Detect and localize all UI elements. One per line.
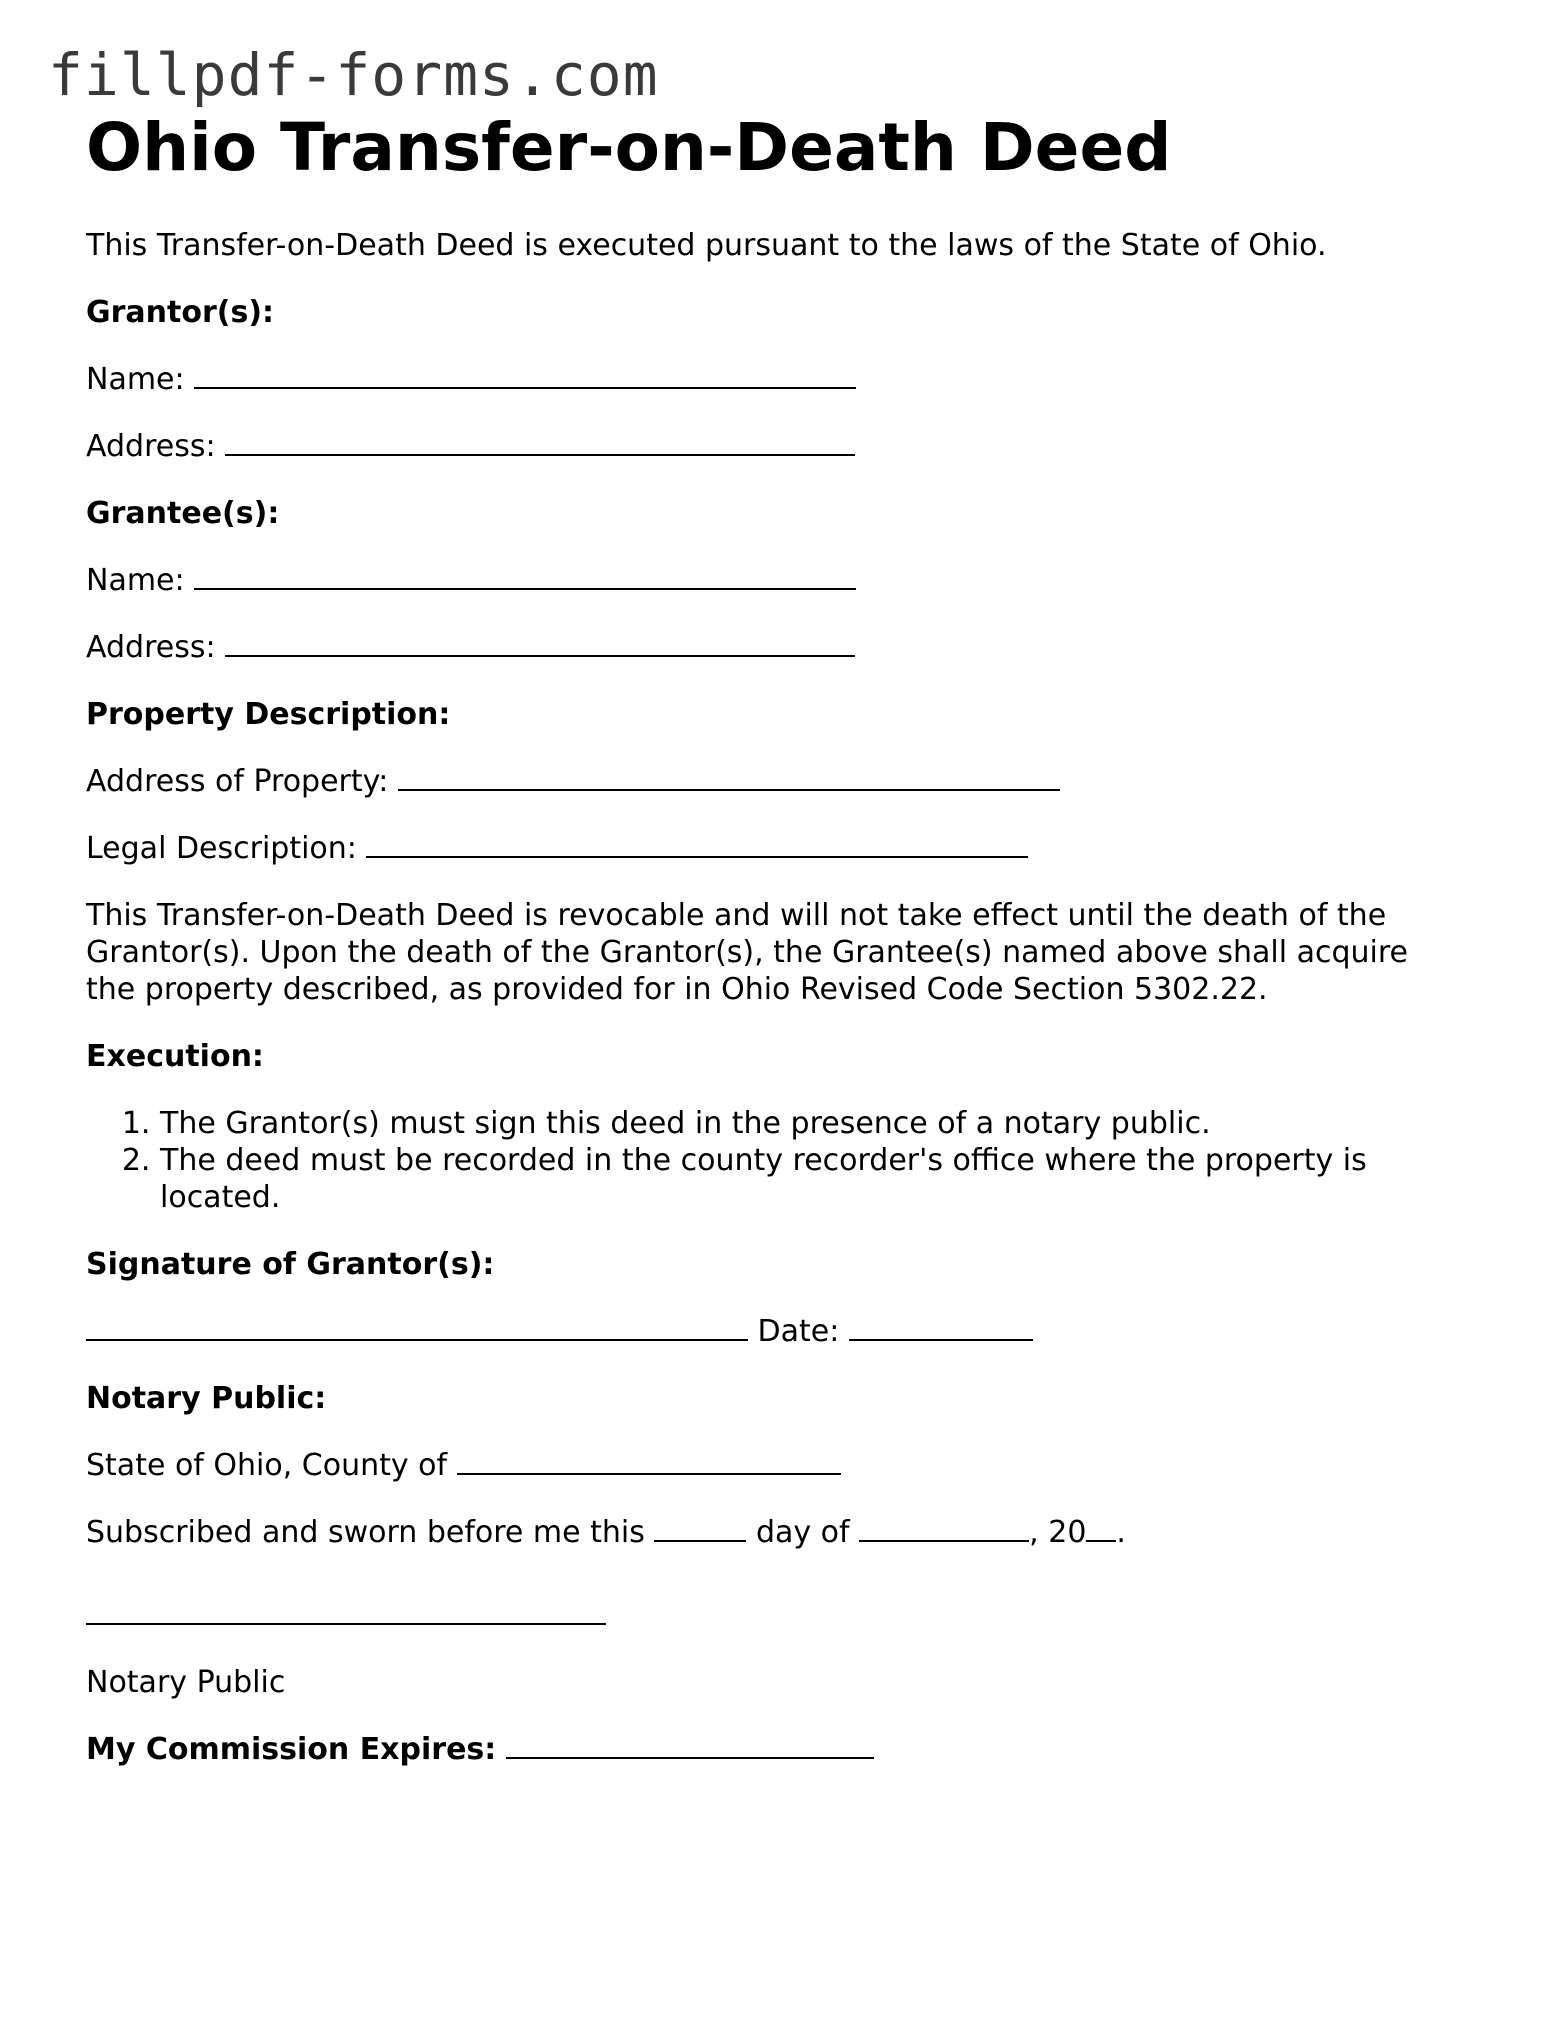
grantor-address-field[interactable] <box>225 428 855 456</box>
notary-signature-row <box>86 1597 1466 1634</box>
execution-heading: Execution: <box>86 1038 264 1074</box>
execution-item: 1. The Grantor(s) must sign this deed in the presence of a notary public. <box>160 1105 1440 1142</box>
commission-row <box>86 1731 1466 1768</box>
legal-description-field[interactable] <box>366 830 1028 858</box>
grantor-address-label: Address: <box>86 428 216 464</box>
execution-item: 2. The deed must be recorded in the county recorder's office where the property is located. <box>160 1142 1440 1216</box>
grantee-heading: Grantee(s): <box>86 495 280 531</box>
property-address-label: Address of Property: <box>86 763 389 799</box>
property-address-row <box>86 763 1466 800</box>
notary-signature-field[interactable] <box>86 1597 606 1625</box>
grantee-address-row <box>86 629 1466 666</box>
sworn-year-field[interactable] <box>1086 1514 1116 1542</box>
property-heading: Property Description: <box>86 696 451 732</box>
sworn-year-prefix: , 20 <box>1029 1514 1087 1550</box>
grantee-address-field[interactable] <box>225 629 855 657</box>
execution-list <box>86 1105 1440 1216</box>
notary-public-label: Notary Public <box>86 1664 286 1700</box>
notary-heading: Notary Public: <box>86 1380 327 1416</box>
intro-text: This Transfer-on-Death Deed is executed pursuant to the laws of the State of Ohio. <box>86 227 1327 263</box>
legal-description-label: Legal Description: <box>86 830 357 866</box>
signature-date-field[interactable] <box>849 1313 1033 1341</box>
grantee-address-label: Address: <box>86 629 216 665</box>
notary-county-label: State of Ohio, County of <box>86 1447 448 1483</box>
signature-date-label: Date: <box>757 1313 840 1349</box>
property-address-field[interactable] <box>398 763 1060 791</box>
grantor-heading: Grantor(s): <box>86 294 275 330</box>
sworn-end: . <box>1116 1514 1126 1550</box>
page-title: Ohio Transfer-on-Death Deed <box>86 109 1172 186</box>
notary-county-row <box>86 1447 1466 1484</box>
commission-expires-field[interactable] <box>506 1731 874 1759</box>
notary-county-field[interactable] <box>457 1447 841 1475</box>
grantee-name-label: Name: <box>86 562 185 598</box>
legal-description-row <box>86 830 1466 867</box>
grantor-address-row <box>86 428 1466 465</box>
sworn-prefix: Subscribed and sworn before me this <box>86 1514 645 1550</box>
signature-heading: Signature of Grantor(s): <box>86 1246 495 1282</box>
notary-sworn-row <box>86 1514 1466 1551</box>
sworn-month-field[interactable] <box>859 1514 1029 1542</box>
grantor-signature-field[interactable] <box>86 1313 748 1341</box>
watermark: fillpdf-forms.com <box>48 41 659 109</box>
commission-label: My Commission Expires: <box>86 1731 497 1767</box>
revocable-paragraph: This Transfer-on-Death Deed is revocable and will not take effect until the death of the Grantor(s). Upon the death of the Grantor(s), the Grantee(s) named above shall acquire the property described, as provided for in Ohio Revised Code Section 5302.22. <box>86 897 1408 1007</box>
grantee-name-row <box>86 562 1466 599</box>
grantor-name-field[interactable] <box>194 361 856 389</box>
sworn-day-field[interactable] <box>654 1514 746 1542</box>
grantee-name-field[interactable] <box>194 562 856 590</box>
grantor-name-row <box>86 361 1466 398</box>
signature-row <box>86 1313 1466 1350</box>
grantor-name-label: Name: <box>86 361 185 397</box>
deed-document <box>86 109 1466 1768</box>
sworn-day-of: day of <box>755 1514 850 1550</box>
